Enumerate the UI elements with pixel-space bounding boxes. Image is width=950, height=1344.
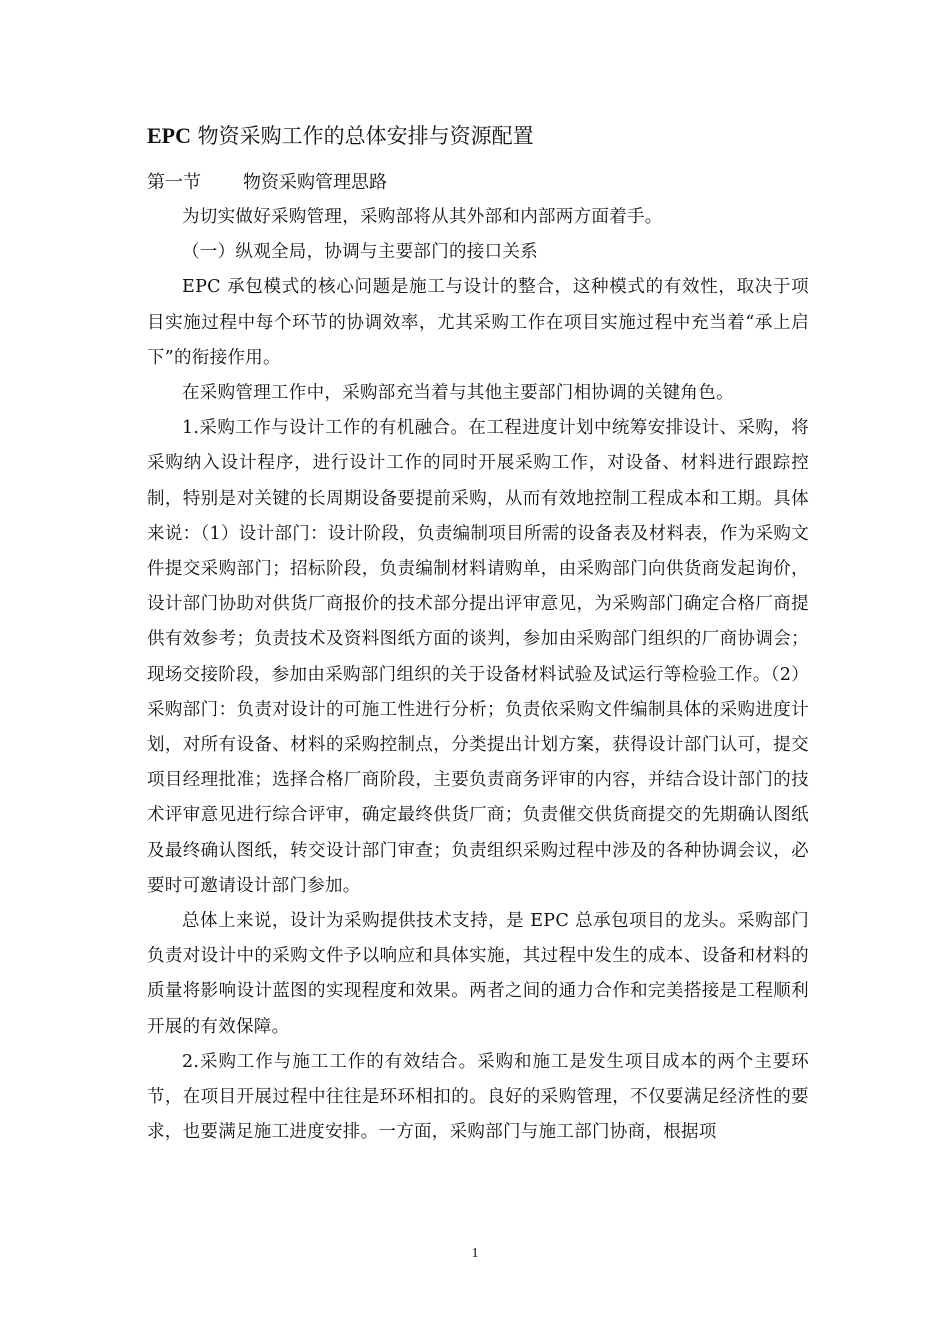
document-body (147, 200, 809, 1150)
title-text: 物资采购工作的总体安排与资源配置 (191, 124, 534, 148)
page-number: 1 (471, 1246, 479, 1261)
document-title (147, 118, 827, 154)
section-number: 第一节 (147, 172, 201, 193)
paragraph: 总体上来说，设计为采购提供技术支持，是 EPC 总承包项目的龙头。采购部门负责对设计中的采购文件予以响应和具体实施，其过程中发生的成本、设备和材料的质量将影响设计蓝图的实现程度和效果。两者之间的通力合作和完美搭接是工程顺利开展的有效保障。 (147, 911, 809, 1037)
paragraph: 2.采购工作与施工工作的有效结合。采购和施工是发生项目成本的两个主要环节，在项目开展过程中往往是环环相扣的。良好的采购管理，不仅要满足经济性的要求，也要满足施工进度安排。一方面，采购部门与施工部门协商，根据项 (147, 1051, 809, 1143)
paragraph: EPC 承包模式的核心问题是施工与设计的整合，这种模式的有效性，取决于项目实施过程中每个环节的协调效率，尤其采购工作在项目实施过程中充当着“承上启下”的衔接作用。 (147, 277, 809, 368)
section-heading (147, 168, 387, 198)
section-title: 物资采购管理思路 (243, 172, 387, 193)
paragraph: 为切实做好采购管理，采购部将从其外部和内部两方面着手。 (182, 207, 663, 227)
paragraph: 在采购管理工作中，采购部充当着与其他主要部门相协调的关键角色。 (182, 383, 734, 404)
paragraph: 1.采购工作与设计工作的有机融合。在工程进度计划中统筹安排设计、采购，将采购纳入设计程序，进行设计工作的同时开展采购工作，对设备、材料进行跟踪控制，特别是对关键的长周期设备要提前采购，从而有效地控制工程成本和工期。具体来说：（1）设计部门：设计阶段，负责编制项目所需的设备表及材料表，作为采购文件提交采购部门；招标阶段，负责编制材料请购单，由采购部门向供货商发起询价，设计部门协助对供货厂商报价的技术部分提出评审意见，为采购部门确定合格厂商提供有效参考；负责技术及资料图纸方面的谈判，参加由采购部门组织的厂商协调会；现场交接阶段，参加由采购部门组织的关于设备材料试验及试运行等检验工作。（2）采购部门：负责对设计的可施工性进行分析；负责依采购文件编制具体的采购进度计划，对所有设备、材料的采购控制点，分类提出计划方案，获得设计部门认可，提交项目经理批准；选择合格厂商阶段，主要负责商务评审的内容，并结合设计部门的技术评审意见进行综合评审，确定最终供货厂商；负责催交供货商提交的先期确认图纸及最终确认图纸，转交设计部门审查；负责组织采购过程中涉及的各种协调会议，必要时可邀请设计部门参加。 (147, 418, 809, 896)
subheading: （一）纵观全局，协调与主要部门的接口关系 (182, 242, 538, 263)
title-latin: EPC (147, 123, 191, 148)
